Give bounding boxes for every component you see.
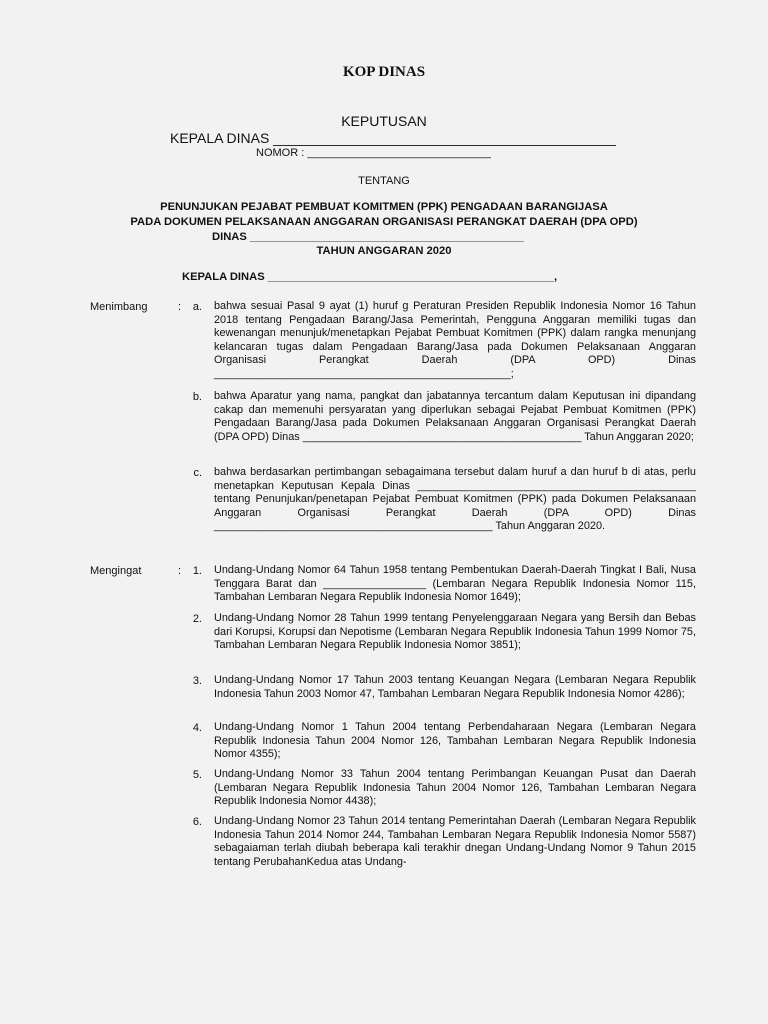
mengingat-colon: : <box>178 565 182 577</box>
kop-dinas-heading: KOP DINAS <box>342 64 426 80</box>
menimbang-item-c: bahwa berdasarkan pertimbangan sebagaimana tersebut dalam huruf a dan huruf b di atas, perlu menetapkan Keputusan Kepala Dinas ______________________________________________ tentang Penunjukan/penetapan Pejabat Pembuat Komitmen (PPK) pada Dokumen Pelaksanaan Anggaran Organisasi Perangkat Daerah (DPA OPD) Dinas ______________________________________________ Tahun Anggaran 2020. <box>214 466 696 533</box>
title-line-1: PENUNJUKAN PEJABAT PEMBUAT KOMITMEN (PPK) PENGADAAN BARANGIJASA <box>160 201 608 213</box>
menimbang-item-b-marker: b. <box>192 391 202 403</box>
title-line-2: PADA DOKUMEN PELAKSANAAN ANGGARAN ORGANISASI PERANGKAT DAERAH (DPA OPD) <box>130 216 638 228</box>
menimbang-item-c-marker: c. <box>193 467 202 479</box>
mengingat-item-2-marker: 2. <box>192 613 202 625</box>
mengingat-item-3: Undang-Undang Nomor 17 Tahun 2003 tentang Keuangan Negara (Lembaran Negara Republik Indonesia Tahun 2003 Nomor 47, Tambahan Lembaran Negara Republik Indonesia Nomor 4286); <box>214 674 696 700</box>
nomor-line: NOMOR : ______________________________ <box>256 147 491 159</box>
title-line-3: DINAS ____________________________________________ <box>212 231 524 243</box>
mengingat-item-4: Undang-Undang Nomor 1 Tahun 2004 tentang Perbendaharaan Negara (Lembaran Negara Republik Indonesia Tahun 2004 Nomor 126, Tambahan Lembaran Negara Republik Indonesia Nomor 4355); <box>214 721 696 761</box>
menimbang-colon: : <box>178 301 182 313</box>
mengingat-item-6: Undang-Undang Nomor 23 Tahun 2014 tentang Pemerintahan Daerah (Lembaran Negara Republik Indonesia Tahun 2014 Nomor 244, Tambahan Lembaran Negara Republik Indonesia Nomor 5587) sebagaiaman terlah diubah beberapa kali terakhir dnegan Undang-Undang Nomor 9 Tahun 2015 tentang PerubahanKedua atas Undang- <box>214 815 696 868</box>
mengingat-label: Mengingat <box>90 565 142 577</box>
mengingat-item-1-marker: 1. <box>192 565 202 577</box>
menimbang-item-a-marker: a. <box>192 301 202 313</box>
title-line-4: TAHUN ANGGARAN 2020 <box>316 245 452 257</box>
mengingat-item-5-marker: 5. <box>192 769 202 781</box>
kepala-dinas-line: KEPALA DINAS ______________________________________________, <box>182 271 558 283</box>
mengingat-item-6-marker: 6. <box>192 816 202 828</box>
mengingat-item-1: Undang-Undang Nomor 64 Tahun 1958 tentang Pembentukan Daerah-Daerah Tingkat I Bali, Nusa Tenggara Barat dan _________________ (Lembaran Negara Republik Indonesia Nomor 115, Tambahan Lembaran Negara Republik Indonesia Nomor 1649); <box>214 564 696 604</box>
kepala-dinas-heading: KEPALA DINAS ____________________________________________ <box>170 130 616 146</box>
keputusan-heading: KEPUTUSAN <box>341 113 427 129</box>
mengingat-item-5: Undang-Undang Nomor 33 Tahun 2004 tentang Perimbangan Keuangan Pusat dan Daerah (Lembaran Negara Republik Indonesia Tahun 2004 Nomor 126, Tambahan Lembaran Negara Republik Indonesia Nomor 4438); <box>214 768 696 808</box>
menimbang-item-b: bahwa Aparatur yang nama, pangkat dan jabatannya tercantum dalam Keputusan ini dipandang cakap dan memenuhi persyaratan yang diperlukan sebagai Pejabat Pembuat Komitmen (PPK) Pengadaan Barang/Jasa pada Dokumen Pelaksanaan Anggaran Organisasi Perangkat Daerah (DPA OPD) Dinas ______________________________________________ Tahun Anggaran 2020; <box>214 390 696 443</box>
mengingat-item-4-marker: 4. <box>192 722 202 734</box>
menimbang-label: Menimbang <box>90 301 148 313</box>
menimbang-item-a: bahwa sesuai Pasal 9 ayat (1) huruf g Peraturan Presiden Republik Indonesia Nomor 16 Tahun 2018 tentang Pengadaan Barang/Jasa Pemerintah, Pengguna Anggaran memiliki tugas dan kewenangan menunjuk/menetapkan Pejabat Pembuat Komitmen (PPK) dalam rangka menunjang kelancaran tugas dalam Pengadaan Barang/Jasa pada Dokumen Pelaksanaan Anggaran Organisasi Perangkat Daerah (DPA OPD) Dinas _________________________________________________; <box>214 300 696 380</box>
mengingat-item-3-marker: 3. <box>192 675 202 687</box>
mengingat-item-2: Undang-Undang Nomor 28 Tahun 1999 tentang Penyelenggaraan Negara yang Bersih dan Bebas dari Korupsi, Korupsi dan Nepotisme (Lembaran Negara Republik Indonesia Tahun 1999 Nomor 75, Tambahan Lembaran Negara Republik Indonesia Nomor 3851); <box>214 612 696 652</box>
tentang-label: TENTANG <box>358 175 410 187</box>
